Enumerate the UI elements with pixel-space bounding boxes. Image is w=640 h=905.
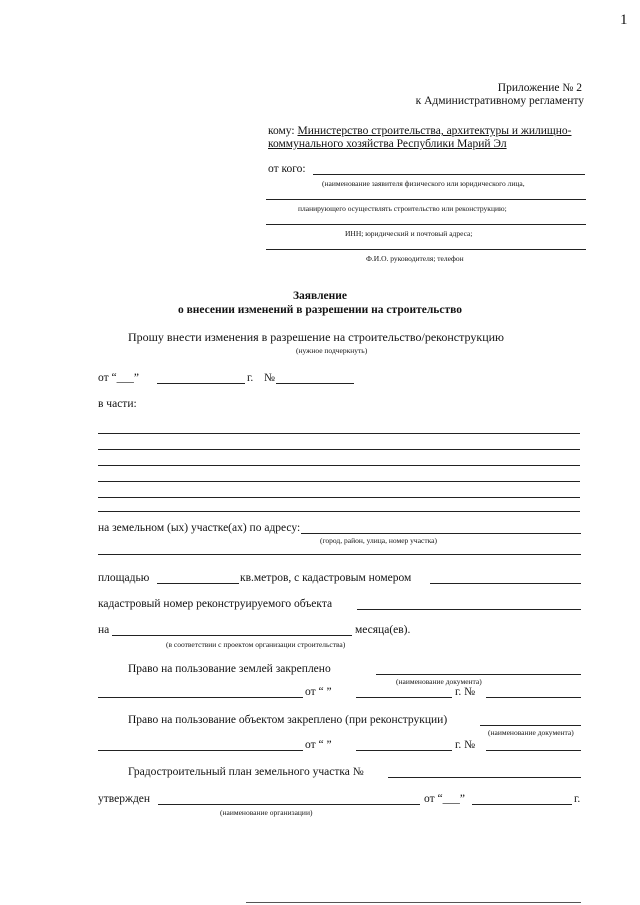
term-prefix: на xyxy=(98,624,110,636)
area-value-line[interactable] xyxy=(157,583,239,584)
part-line-2[interactable] xyxy=(98,449,580,450)
object-right-line-2[interactable] xyxy=(98,750,303,751)
from-hint-4: Ф.И.О. руководителя; телефон xyxy=(366,254,464,263)
object-right-from: от “ ” xyxy=(305,739,332,751)
appendix-regulation: к Административному регламенту xyxy=(415,95,584,107)
part-line-3[interactable] xyxy=(98,465,580,466)
gradplan-year: г. xyxy=(574,793,581,805)
permit-year: г. xyxy=(247,372,254,384)
gradplan-approved: утвержден xyxy=(98,793,151,805)
part-line-1[interactable] xyxy=(98,433,580,434)
request-hint: (нужное подчеркнуть) xyxy=(296,346,368,355)
to-value-line1: Министерство строительства, архитектуры и жилищно- xyxy=(297,125,572,137)
gradplan-hint: (наименование организации) xyxy=(220,808,313,817)
object-right-number-line[interactable] xyxy=(486,750,581,751)
land-right-line-2[interactable] xyxy=(98,697,303,698)
land-right-number-line[interactable] xyxy=(486,697,581,698)
to-block xyxy=(268,125,571,137)
land-right-doc-line[interactable] xyxy=(376,674,581,675)
from-label: от кого: xyxy=(268,163,306,175)
part-line-5[interactable] xyxy=(98,497,580,498)
gradplan-org-line[interactable] xyxy=(158,804,420,805)
area-label: площадью xyxy=(98,572,150,584)
land-right-hint: (наименование документа) xyxy=(396,677,482,686)
land-right-from: от “ ” xyxy=(305,686,332,698)
address-label: на земельном (ых) участке(ах) по адресу: xyxy=(98,522,301,534)
from-hint-1: (наименование заявителя физического или юридического лица, xyxy=(322,179,525,188)
from-line-1[interactable] xyxy=(313,174,585,175)
part-line-6[interactable] xyxy=(98,511,580,512)
from-hint-3: ИНН; юридический и почтовый адреса; xyxy=(345,229,473,238)
object-right-hint: (наименование документа) xyxy=(488,728,574,737)
permit-number-line[interactable] xyxy=(276,383,354,384)
object-right-doc-line[interactable] xyxy=(480,725,581,726)
gradplan-date-line[interactable] xyxy=(472,804,572,805)
document-title: Заявление xyxy=(292,290,347,302)
address-line-2[interactable] xyxy=(98,554,581,555)
from-line-2[interactable] xyxy=(266,199,586,200)
permit-from: от “___” xyxy=(98,372,139,384)
appendix-number: Приложение № 2 xyxy=(497,82,582,94)
land-right-label: Право на пользование землей закреплено xyxy=(128,663,331,675)
to-value-line2: коммунального хозяйства Республики Марий Эл xyxy=(268,138,507,150)
object-right-date-line[interactable] xyxy=(356,750,452,751)
from-line-4[interactable] xyxy=(266,249,586,250)
gradplan-from: от “___” xyxy=(424,793,465,805)
cadastral-object-label: кадастровый номер реконструируемого объекта xyxy=(98,598,333,610)
gradplan-number-line[interactable] xyxy=(388,777,581,778)
term-line[interactable] xyxy=(112,635,352,636)
from-line-3[interactable] xyxy=(266,224,586,225)
object-right-year: г. № xyxy=(455,739,476,751)
part-label: в части: xyxy=(98,398,137,410)
term-suffix: месяца(ев). xyxy=(355,624,411,636)
area-units: кв.метров, с кадастровым номером xyxy=(240,572,412,584)
address-line-1[interactable] xyxy=(301,533,581,534)
land-right-date-line[interactable] xyxy=(356,697,452,698)
request-text: Прошу внести изменения в разрешение на строительство/реконструкцию xyxy=(128,330,505,344)
permit-date-line[interactable] xyxy=(157,383,245,384)
to-label: кому: xyxy=(268,125,295,137)
page-number: 1 xyxy=(620,12,628,28)
footer-rule xyxy=(246,902,581,903)
gradplan-label: Градостроительный план земельного участка № xyxy=(128,766,364,778)
term-hint: (в соответствии с проектом организации строительства) xyxy=(166,640,346,649)
land-right-year: г. № xyxy=(455,686,476,698)
permit-number-label: № xyxy=(264,372,275,384)
address-hint: (город, район, улица, номер участка) xyxy=(320,536,437,545)
cadastral-number-line[interactable] xyxy=(430,583,581,584)
from-hint-2: планирующего осуществлять строительство или реконструкцию; xyxy=(298,204,507,213)
object-right-label: Право на пользование объектом закреплено (при реконструкции) xyxy=(128,714,448,726)
part-line-4[interactable] xyxy=(98,481,580,482)
document-subtitle: о внесении изменений в разрешении на строительство xyxy=(177,304,463,316)
cadastral-object-line[interactable] xyxy=(357,609,581,610)
